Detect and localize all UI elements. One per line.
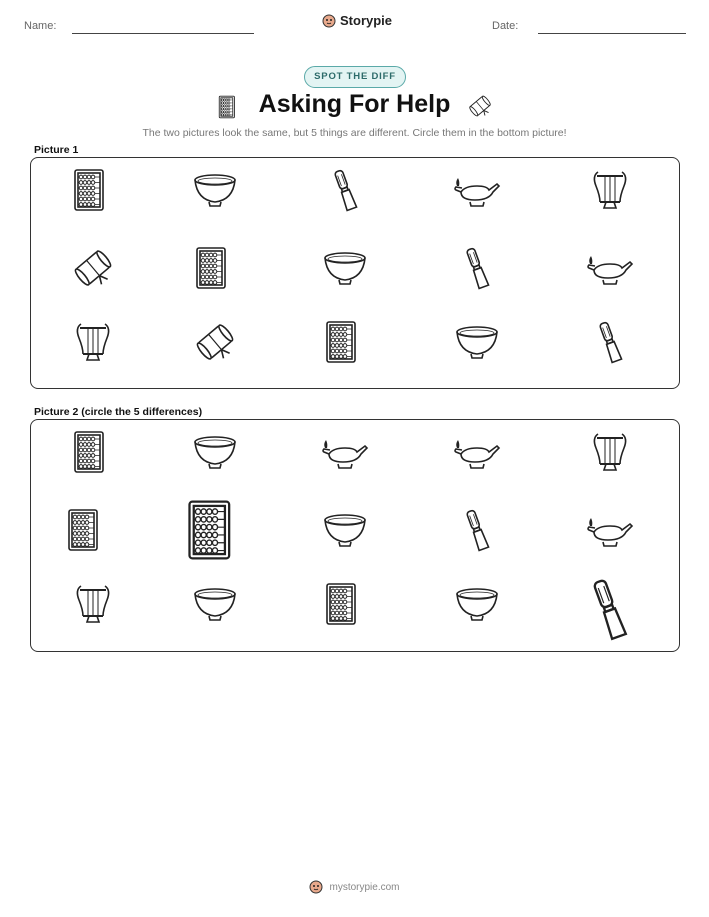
lyre-icon[interactable]: [586, 428, 634, 476]
oil-lamp-icon: [453, 166, 501, 214]
abacus-icon[interactable]: [181, 496, 249, 564]
picture-1-panel: [30, 157, 680, 389]
chisel-icon[interactable]: [453, 506, 501, 554]
brand-logo: [322, 13, 392, 28]
bowl-icon: [191, 166, 239, 214]
picture-2-panel[interactable]: [30, 419, 680, 652]
date-label: Date:: [492, 20, 519, 32]
picture-2-label: Picture 2 (circle the 5 differences): [34, 406, 203, 418]
lyre-icon: [586, 166, 634, 214]
name-line[interactable]: [72, 33, 254, 34]
page-title: Asking For Help: [258, 90, 451, 118]
instructions: The two pictures look the same, but 5 things are different. Circle them in the bottom picture!: [142, 127, 567, 139]
chisel-icon[interactable]: [574, 574, 644, 644]
lyre-icon: [69, 318, 117, 366]
oil-lamp-icon[interactable]: [453, 428, 501, 476]
spot-the-diff-badge: SPOT THE DIFF: [304, 66, 406, 88]
name-label: Name:: [24, 20, 57, 32]
oil-lamp-icon[interactable]: [321, 428, 369, 476]
chisel-icon: [321, 166, 369, 214]
footer: [0, 880, 709, 894]
oil-lamp-icon[interactable]: [586, 506, 634, 554]
bowl-icon[interactable]: [321, 506, 369, 554]
lyre-icon[interactable]: [69, 580, 117, 628]
abacus-icon: [69, 166, 117, 214]
abacus-icon[interactable]: [69, 428, 117, 476]
bowl-icon: [321, 244, 369, 292]
abacus-icon[interactable]: [63, 506, 111, 554]
scroll-icon: [69, 244, 117, 292]
storypie-mascot-icon: [309, 880, 323, 894]
date-line[interactable]: [538, 33, 686, 34]
abacus-icon[interactable]: [321, 580, 369, 628]
bowl-icon[interactable]: [191, 428, 239, 476]
brand-name: Storypie: [340, 13, 393, 28]
scroll-icon: [191, 318, 239, 366]
chisel-icon: [453, 244, 501, 292]
chisel-icon: [586, 318, 634, 366]
bowl-icon: [453, 318, 501, 366]
storypie-mascot-icon: [322, 14, 336, 28]
oil-lamp-icon: [586, 244, 634, 292]
bowl-icon[interactable]: [453, 580, 501, 628]
abacus-icon: [191, 244, 239, 292]
footer-url: mystorypie.com: [329, 881, 400, 893]
scroll-icon: [466, 90, 494, 122]
picture-1-label: Picture 1: [34, 144, 79, 156]
abacus-icon: [321, 318, 369, 366]
bowl-icon[interactable]: [191, 580, 239, 628]
